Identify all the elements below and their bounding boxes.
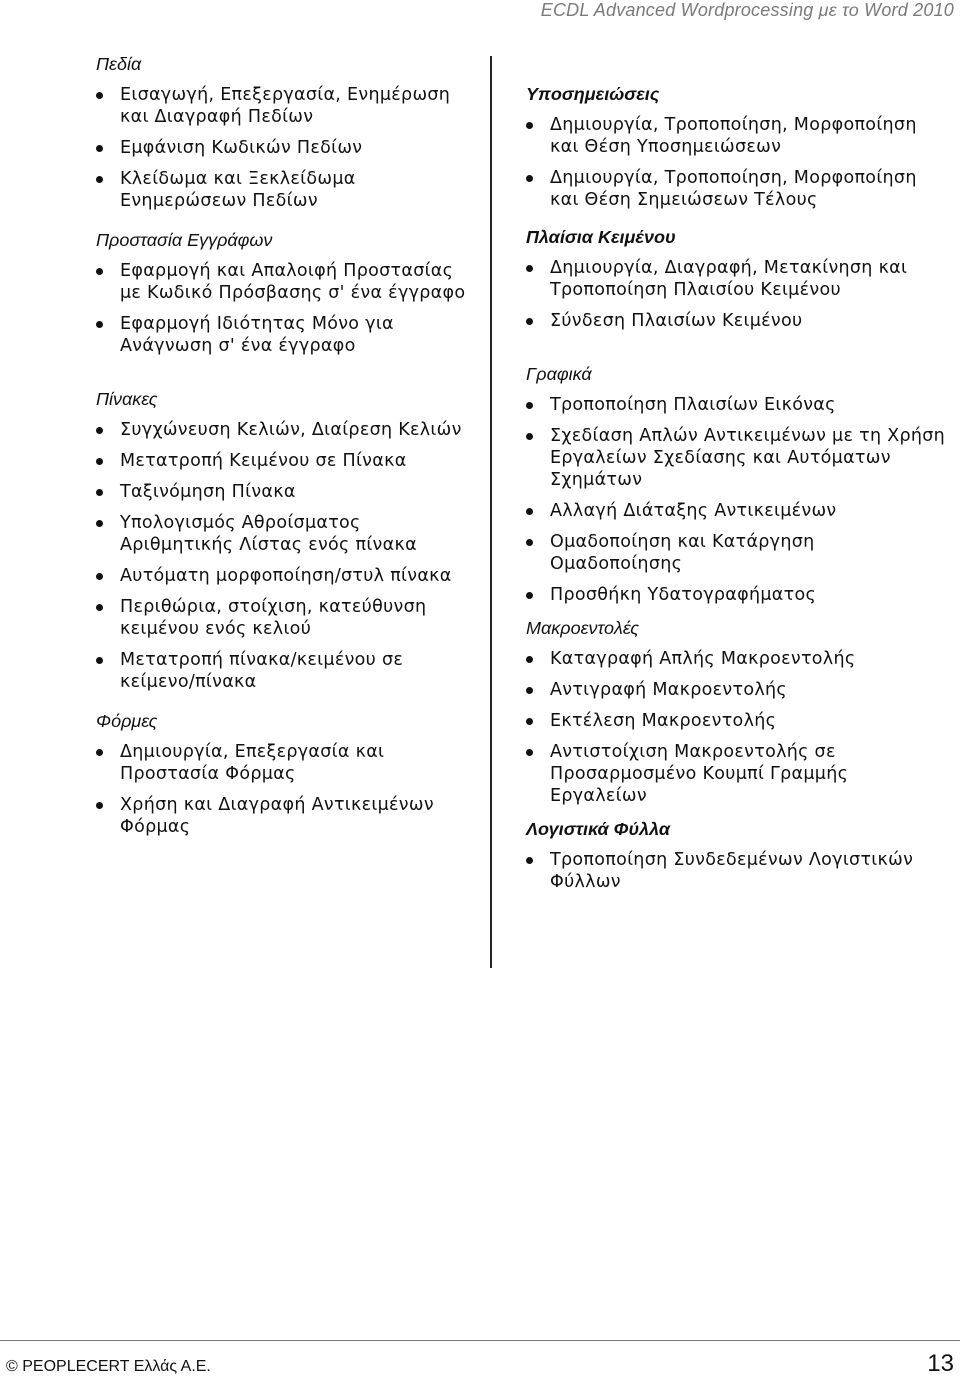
section-macros [526, 616, 946, 807]
section-text-boxes [526, 225, 946, 332]
section-title: Προστασία Εγγράφων [96, 230, 273, 250]
list-item: Αλλαγή Διάταξης Αντικειμένων [526, 500, 946, 522]
right-column [526, 82, 946, 902]
section-title: Υποσημειώσεις [526, 84, 660, 104]
bullet-icon [526, 539, 533, 546]
section-forms [96, 709, 476, 838]
list-item: Περιθώρια, στοίχιση, κατεύθυνση κειμένου ενός κελιού [96, 596, 476, 640]
bullet-icon [96, 802, 103, 809]
list-item: Δημιουργία, Διαγραφή, Μετακίνηση και Τροποποίηση Πλαισίου Κειμένου [526, 257, 946, 301]
bullet-icon [96, 427, 103, 434]
footer-rule [0, 1340, 960, 1341]
section-title: Μακροεντολές [526, 618, 640, 638]
list-item: Ομαδοποίηση και Κατάργηση Ομαδοποίησης [526, 531, 946, 575]
section-fields [96, 52, 476, 212]
section-graphics [526, 362, 946, 606]
list-item: Εφαρμογή Ιδιότητας Μόνο για Ανάγνωση σ' ένα έγγραφο [96, 313, 476, 357]
list-item: Χρήση και Διαγραφή Αντικειμένων Φόρμας [96, 794, 476, 838]
left-column [96, 52, 476, 847]
list-item: Συγχώνευση Κελιών, Διαίρεση Κελιών [96, 419, 476, 441]
list-item: Μετατροπή Κειμένου σε Πίνακα [96, 450, 476, 472]
list-item: Δημιουργία, Τροποποίηση, Μορφοποίηση και Θέση Υποσημειώσεων [526, 114, 946, 158]
list-item: Σχεδίαση Απλών Αντικειμένων με τη Χρήση Εργαλείων Σχεδίασης και Αυτόματων Σχημάτων [526, 425, 946, 491]
bullet-icon [526, 265, 533, 272]
list-item: Αντιγραφή Μακροεντολής [526, 679, 946, 701]
bullet-icon [96, 489, 103, 496]
section-footnotes [526, 82, 946, 211]
section-title: Πεδία [96, 54, 142, 74]
list-item: Δημιουργία, Τροποποίηση, Μορφοποίηση και Θέση Σημειώσεων Τέλους [526, 167, 946, 211]
bullet-icon [526, 857, 533, 864]
bullet-icon [526, 508, 533, 515]
bullet-icon [96, 604, 103, 611]
list-item: Εφαρμογή και Απαλοιφή Προστασίας με Κωδικό Πρόσβασης σ' ένα έγγραφο [96, 260, 476, 304]
list-item: Εμφάνιση Κωδικών Πεδίων [96, 137, 476, 159]
section-tables [96, 387, 476, 693]
list-item: Σύνδεση Πλαισίων Κειμένου [526, 310, 946, 332]
section-document-protection [96, 228, 476, 357]
bullet-icon [96, 176, 103, 183]
page-number: 13 [927, 1350, 954, 1377]
bullet-icon [526, 592, 533, 599]
column-divider [490, 56, 492, 968]
bullet-icon [526, 749, 533, 756]
bullet-icon [526, 318, 533, 325]
footer-copyright: © PEOPLECERT Ελλάς Α.Ε. [6, 1358, 211, 1375]
bullet-icon [526, 122, 533, 129]
bullet-icon [96, 321, 103, 328]
bullet-icon [96, 268, 103, 275]
bullet-icon [96, 145, 103, 152]
running-header: ECDL Advanced Wordprocessing με το Word 2010 [540, 0, 954, 20]
list-item: Μετατροπή πίνακα/κειμένου σε κείμενο/πίνακα [96, 649, 476, 693]
bullet-icon [96, 92, 103, 99]
section-title: Πίνακες [96, 389, 158, 409]
list-item: Προσθήκη Υδατογραφήματος [526, 584, 946, 606]
bullet-icon [526, 175, 533, 182]
section-spreadsheets [526, 817, 946, 893]
bullet-icon [526, 433, 533, 440]
list-item: Κλείδωμα και Ξεκλείδωμα Ενημερώσεων Πεδίων [96, 168, 476, 212]
list-item: Καταγραφή Απλής Μακροεντολής [526, 648, 946, 670]
bullet-icon [96, 749, 103, 756]
bullet-icon [96, 657, 103, 664]
list-item: Εκτέλεση Μακροεντολής [526, 710, 946, 732]
bullet-icon [526, 687, 533, 694]
list-item: Δημιουργία, Επεξεργασία και Προστασία Φόρμας [96, 741, 476, 785]
bullet-icon [526, 402, 533, 409]
bullet-icon [96, 520, 103, 527]
list-item: Εισαγωγή, Επεξεργασία, Ενημέρωση και Διαγραφή Πεδίων [96, 84, 476, 128]
list-item: Τροποποίηση Πλαισίων Εικόνας [526, 394, 946, 416]
list-item: Ταξινόμηση Πίνακα [96, 481, 476, 503]
bullet-icon [526, 656, 533, 663]
section-title: Φόρμες [96, 711, 158, 731]
list-item: Τροποποίηση Συνδεδεμένων Λογιστικών Φύλλων [526, 849, 946, 893]
list-item: Αυτόματη μορφοποίηση/στυλ πίνακα [96, 565, 476, 587]
bullet-icon [96, 573, 103, 580]
bullet-icon [526, 718, 533, 725]
list-item: Υπολογισμός Αθροίσματος Αριθμητικής Λίστας ενός πίνακα [96, 512, 476, 556]
section-title: Πλαίσια Κειμένου [526, 227, 676, 247]
bullet-icon [96, 458, 103, 465]
section-title: Γραφικά [526, 364, 592, 384]
section-title: Λογιστικά Φύλλα [526, 819, 671, 839]
list-item: Αντιστοίχιση Μακροεντολής σε Προσαρμοσμένο Κουμπί Γραμμής Εργαλείων [526, 741, 946, 807]
